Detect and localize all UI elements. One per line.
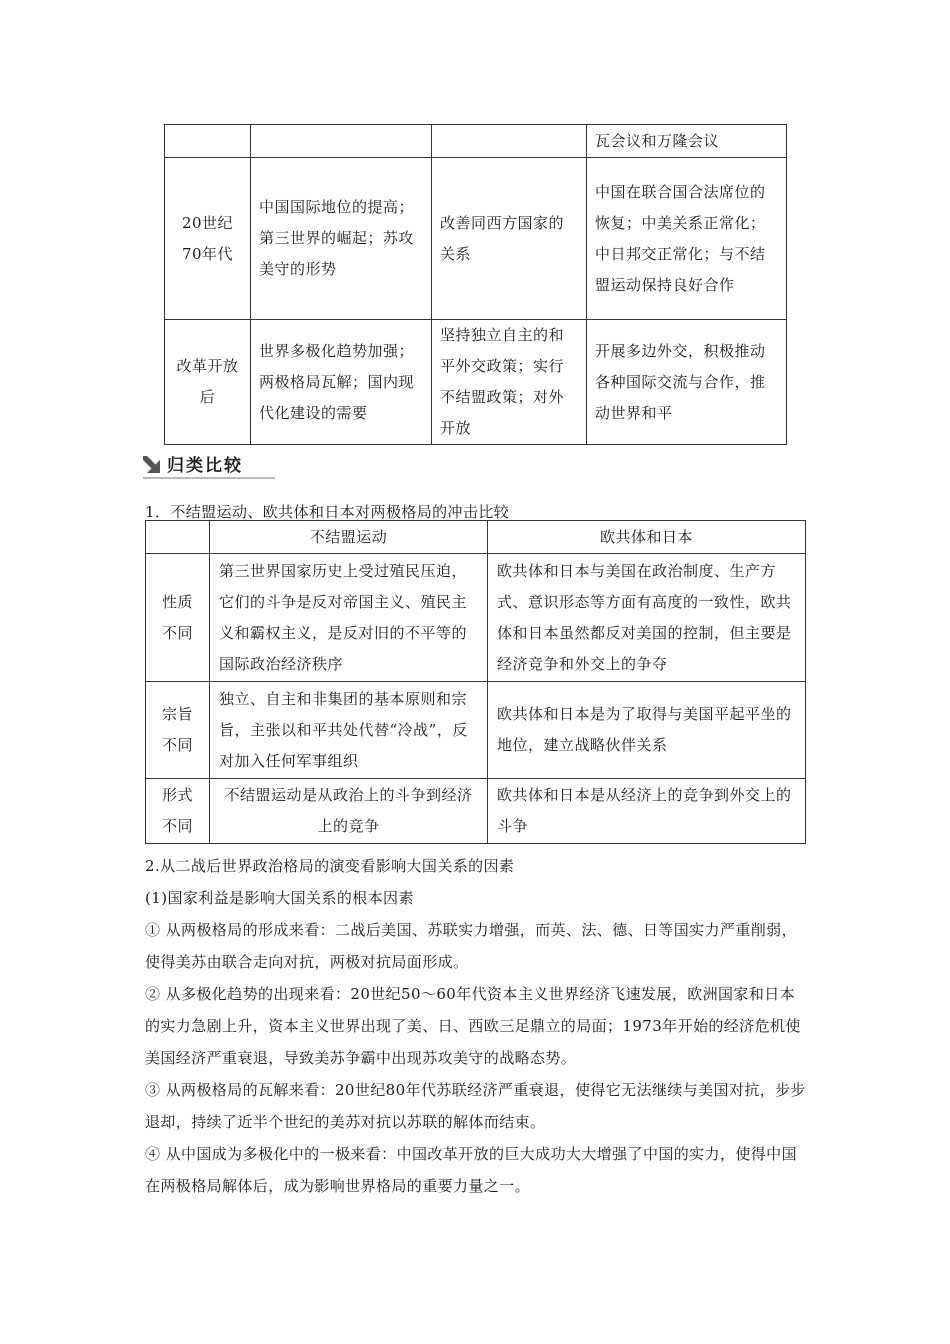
row-label: 形式不同	[146, 779, 210, 844]
nam-cell: 不结盟运动是从政治上的斗争到经济上的竞争	[210, 779, 488, 844]
factors-subheading: (1)国家利益是影响大国关系的根本因素	[145, 889, 414, 907]
table-header-row	[146, 521, 806, 554]
table-row	[165, 320, 787, 445]
ec-japan-cell: 欧共体和日本与美国在政治制度、生产方式、意识形态等方面有高度的一致性，欧共体和日本虽然都反对美国的控制，但主要是经济竞争和外交上的争夺	[488, 554, 806, 682]
section-header	[143, 450, 275, 480]
factors-heading: 2.从二战后世界政治格局的演变看影响大国关系的因素	[145, 857, 515, 875]
period-cell: 20世纪70年代	[165, 158, 251, 320]
factor-point: ② 从多极化趋势的出现来看：20世纪50～60年代资本主义世界经济飞速发展，欧洲国家和日本的实力急剧上升，资本主义世界出现了美、日、西欧三足鼎立的局面；1973年开始的经济危机使美国经济严重衰退，导致美苏争霸中出现苏攻美守的战略态势。	[145, 985, 801, 1067]
policy-cell: 坚持独立自主的和平外交政策；实行不结盟政策；对外开放	[432, 320, 587, 445]
ec-japan-cell: 欧共体和日本是为了取得与美国平起平坐的地位，建立战略伙伴关系	[488, 682, 806, 779]
corner-cell	[146, 521, 210, 554]
background-cell	[251, 125, 432, 158]
row-label: 宗旨不同	[146, 682, 210, 779]
policy-cell: 改善同西方国家的关系	[432, 158, 587, 320]
background-cell: 中国国际地位的提高；第三世界的崛起；苏攻美守的形势	[251, 158, 432, 320]
nam-cell: 第三世界国家历史上受过殖民压迫，它们的斗争是反对帝国主义、殖民主义和霸权主义，是反对旧的不平等的国际政治经济秩序	[210, 554, 488, 682]
row-label: 性质不同	[146, 554, 210, 682]
corner-arrow-icon	[143, 456, 160, 473]
nam-cell: 独立、自主和非集团的基本原则和宗旨，主张以和平共处代替“冷战”，反对加入任何军事组织	[210, 682, 488, 779]
factor-point: ① 从两极格局的形成来看：二战后美国、苏联实力增强，而英、法、德、日等国实力严重削弱，使得美苏由联合走向对抗，两极对抗局面形成。	[145, 921, 797, 971]
policy-cell	[432, 125, 587, 158]
table-row	[165, 125, 787, 158]
section-underline	[143, 477, 275, 479]
table-row	[146, 682, 806, 779]
background-cell: 世界多极化趋势加强；两极格局瓦解；国内现代化建设的需要	[251, 320, 432, 445]
section-title: 归类比较	[167, 456, 243, 476]
achievement-cell: 瓦会议和万隆会议	[587, 125, 787, 158]
period-cell	[165, 125, 251, 158]
achievement-cell: 开展多边外交，积极推动各种国际交流与合作，推动世界和平	[587, 320, 787, 445]
factor-point: ③ 从两极格局的瓦解来看：20世纪80年代苏联经济严重衰退，使得它无法继续与美国对抗，步步退却，持续了近半个世纪的美苏对抗以苏联的解体而结束。	[145, 1081, 806, 1131]
table-row	[146, 554, 806, 682]
foreign-policy-table	[164, 124, 787, 445]
ec-japan-cell: 欧共体和日本是从经济上的竞争到外交上的斗争	[488, 779, 806, 844]
achievement-cell: 中国在联合国合法席位的恢复；中美关系正常化；中日邦交正常化；与不结盟运动保持良好合作	[587, 158, 787, 320]
factor-point: ④ 从中国成为多极化中的一极来看：中国改革开放的巨大成功大大增强了中国的实力，使得中国在两极格局解体后，成为影响世界格局的重要力量之一。	[145, 1145, 797, 1195]
comparison-table	[145, 520, 806, 844]
comparison-heading: 1．不结盟运动、欧共体和日本对两极格局的冲击比较	[145, 503, 510, 521]
table-row	[146, 779, 806, 844]
table-row	[165, 158, 787, 320]
period-cell: 改革开放后	[165, 320, 251, 445]
column-header: 不结盟运动	[210, 521, 488, 554]
column-header: 欧共体和日本	[488, 521, 806, 554]
